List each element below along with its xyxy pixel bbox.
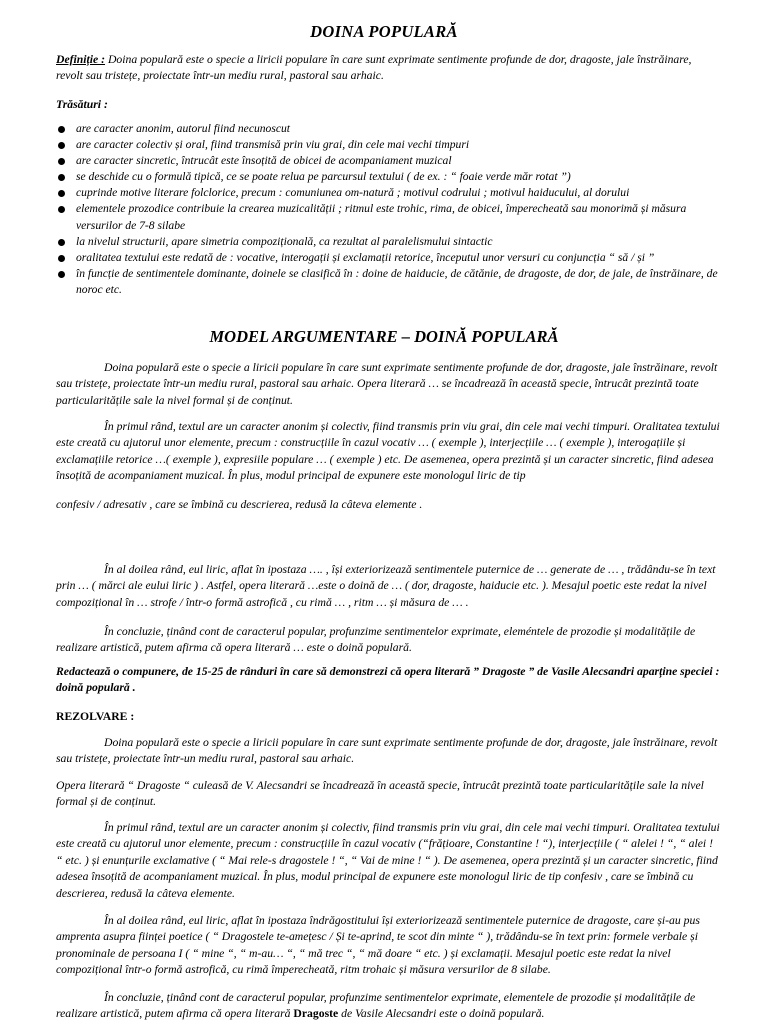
bullet-icon (58, 206, 65, 213)
model-paragraph-1: Doina populară este o specie a liricii populare în care sunt exprimate sentimente profunde de dor, dragoste, jale înstrăinare, revolt sau tristețe, proiectate într-un mediu rural, pastoral sau arhaic. Opera literară … se încadrează în această specie, întrucât prezintă toate particularitățile sale la nivel formal și de conținut. (56, 361, 718, 407)
list-item: oralitatea textului este redată de : vocative, interogații și exclamații retorice, începutul unor versuri cu conjuncția “ să / și ” (56, 250, 728, 266)
list-item: cuprinde motive literare folclorice, precum : comuniunea om-natură ; motivul codrului ; motivul haiducului, al dorului (56, 185, 728, 201)
bullet-icon (58, 158, 65, 165)
solution-heading: REZOLVARE : (56, 710, 135, 723)
bullet-icon (58, 190, 65, 197)
solution-paragraph-2: Opera literară “ Dragoste “ culeasă de V. Alecsandri se încadrează în această specie, întrucât prezintă toate particularitățile sale la nivel formal și de conținut. (56, 779, 704, 809)
bullet-icon (58, 239, 65, 246)
solution-paragraph-4: În al doilea rând, eul liric, aflat în ipostaza îndrăgostitului își exteriorizează sentimentele puternice de dragoste, care și-au pus amprenta asupra ființei poetice ( “ Dragostele te-amețesc / Și te-aprind, te scot din minte “ ), trădându-se în text prin: formele verbale și pronominale de persoana I ( “ mine “, “ m-au… “, “ mă trec “, “ mă doare “ etc. ) și exclamații. Mesajul poetic este redat la nivel compozițional într-o formă astrofică, cu rimă împerecheată, ritm trohaic și măsura versurilor de 8 silabe. (56, 914, 700, 977)
list-item: are caracter colectiv și oral, fiind transmisă prin viu grai, din cele mai vechi timpuri (56, 137, 728, 153)
traits-list (56, 121, 728, 298)
model-title: MODEL ARGUMENTARE – DOINĂ POPULARĂ (209, 327, 559, 346)
list-item: la nivelul structurii, apare simetria compozițională, ca rezultat al paralelismului sintactic (56, 234, 728, 250)
definition-label: Definiție : (56, 53, 106, 66)
solution-paragraph-1: Doina populară este o specie a liricii populare în care sunt exprimate sentimente profunde de dor, dragoste, jale înstrăinare, revolt sau tristețe, proiectate într-un mediu rural, pastoral sau arhaic. (56, 736, 718, 766)
model-paragraph-3: În al doilea rând, eul liric, aflat în ipostaza …. , își exteriorizează sentimentele puternice de … generate de … , trădându-se în text prin … ( mărci ale eului liric ) . Astfel, opera literară …este o doină de … ( dor, dragoste, haiducie etc. ). Mesajul poetic este redat la nivel compozițional în … strofe / într-o formă astrofică , cu rimă … , ritm … și măsura de … . (56, 563, 716, 609)
page-title: DOINA POPULARĂ (310, 22, 458, 41)
bullet-icon (58, 271, 65, 278)
solution-paragraph-3: În primul rând, textul are un caracter anonim și colectiv, fiind transmis prin viu grai, din cele mai vechi timpuri. Oralitatea textului este creată cu ajutorul unor elemente, precum : construcțiile în cazul vocativ (“frățioare, Constantine ! “), interjecțiile ( “ alelei ! “, “ alei ! “ etc. ) și enunțurile exclamative ( “ Mai rele-s dragostele ! “, “ Vai de mine ! “ ). De asemenea, opera prezintă și un caracter sincretic, fiind adesea însoțită de acompaniament muzical. În plus, modul principal de expunere este monologul liric de tip confesiv , care se îmbină cu descrierea, redusă la câteva elemente. (56, 821, 720, 900)
bullet-icon (58, 255, 65, 262)
bullet-icon (58, 142, 65, 149)
model-paragraph-2-end: confesiv / adresativ , care se îmbină cu descrierea, redusă la câteva elemente . (56, 498, 423, 511)
definition-text: Doina populară este o specie a liricii populare în care sunt exprimate sentimente profunde de dor, dragoste, jale înstrăinare, revolt sau tristețe, proiectate într-un mediu rural, pastoral sau arhaic. (56, 53, 692, 83)
traits-heading: Trăsături : (56, 98, 108, 111)
work-title: Dragoste (293, 1007, 339, 1021)
list-item: în funcție de sentimentele dominante, doinele se clasifică în : doine de haiducie, de cătănie, de dragoste, de dor, de jale, de înstrăinare, de noroc etc. (56, 266, 728, 298)
list-item: are caracter sincretic, întrucât este însoțită de obicei de acompaniament muzical (56, 153, 728, 169)
bullet-icon (58, 126, 65, 133)
solution-paragraph-5 (56, 990, 720, 1023)
list-item: are caracter anonim, autorul fiind necunoscut (56, 121, 728, 137)
model-paragraph-2: În primul rând, textul are un caracter anonim și colectiv, fiind transmis prin viu grai, din cele mai vechi timpuri. Oralitatea textului este creată cu ajutorul unor elemente, precum : construcțiile în cazul vocativ … ( exemple ), interjecțiile … ( exemple ), interogațiile și exclamațiile retorice …( exemple ), expresiile populare … ( exemple ) etc. De asemenea, opera prezintă și un caracter sincretic, fiind adesea însoțită de acompaniament muzical. În plus, modul principal de expunere este monologul liric de tip (56, 420, 720, 483)
model-paragraph-4: În concluzie, ținând cont de caracterul popular, profunzime sentimentelor exprimate, eleméntele de prozodie și modalitățile de realizare artistică, putem afirma că opera literară … este o doină populară. (56, 625, 696, 655)
bullet-icon (58, 174, 65, 181)
task-statement: Redactează o compunere, de 15-25 de rânduri în care să demonstrezi că opera literară ” Dragoste ” de Vasile Alecsandri aparține speciei : doină populară . (56, 665, 720, 695)
definition-paragraph (56, 52, 720, 85)
conclusion-text-end: de Vasile Alecsandri este o doină populară. (338, 1007, 545, 1021)
conclusion-text: În concluzie, ținând cont de caracterul popular, profunzime sentimentelor exprimate, elementele de prozodie și modalitățile de realizare artistică, putem afirma că opera literară (56, 991, 696, 1021)
list-item: se deschide cu o formulă tipică, ce se poate relua pe parcursul textului ( de ex. : “ foaie verde măr rotat ”) (56, 169, 728, 185)
list-item: elementele prozodice contribuie la crearea muzicalității ; ritmul este trohic, rima, de obicei, împerecheată sau monorimă și măsura versurilor de 7-8 silabe (56, 201, 728, 233)
